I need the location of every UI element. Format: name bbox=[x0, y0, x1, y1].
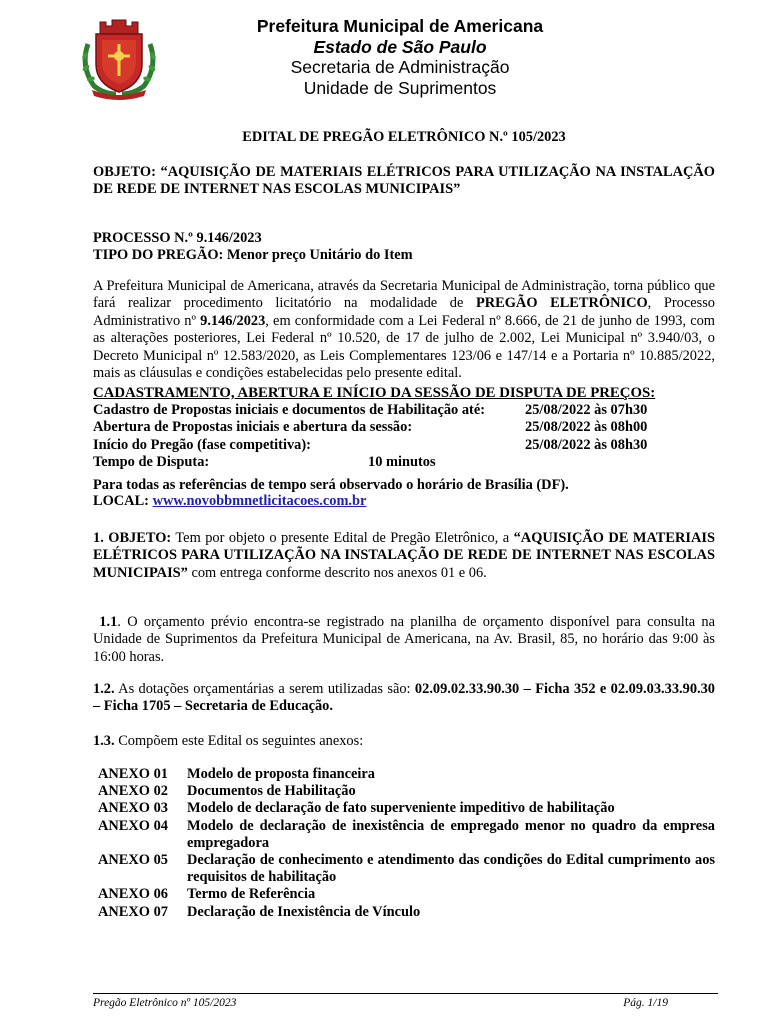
annex-code: ANEXO 03 bbox=[98, 800, 168, 817]
local-line bbox=[93, 493, 715, 510]
annex-item bbox=[93, 904, 715, 921]
annex-item bbox=[93, 766, 715, 783]
annex-description: Modelo de proposta financeira bbox=[187, 766, 376, 782]
intro-text-1: A Prefeitura Municipal de Americana, através da Secretaria Municipal de Administração, torna público que fará realizar procedimento licitatório na modalidade de bbox=[93, 278, 715, 312]
schedule-row bbox=[93, 437, 715, 454]
annex-code: ANEXO 05 bbox=[98, 852, 168, 869]
annex-description: Declaração de conhecimento e atendimento das condições do Edital cumprimento aos requisitos de habilitação bbox=[187, 852, 715, 886]
pregao-type-label: TIPO DO PREGÃO bbox=[93, 247, 219, 263]
objeto-statement: OBJETO: “AQUISIÇÃO DE MATERIAIS ELÉTRICOS PARA UTILIZAÇÃO NA INSTALAÇÃO DE REDE DE INTERNET NAS ESCOLAS MUNICIPAIS” bbox=[93, 164, 715, 198]
annex-code: ANEXO 02 bbox=[98, 783, 168, 800]
state-name: Estado de São Paulo bbox=[313, 36, 487, 57]
intro-bold-2: 9.146/2023 bbox=[200, 312, 266, 329]
coat-of-arms-icon bbox=[76, 14, 162, 100]
schedule-value: 25/08/2022 às 07h30 bbox=[525, 402, 648, 418]
section-1-bold-object: “AQUISIÇÃO DE MATERIAIS ELÉTRICOS PARA UTILIZAÇÃO NA INSTALAÇÃO DE REDE DE INTERNET NAS ESCOLAS MUNICIPAIS” bbox=[93, 530, 715, 581]
section-1-1 bbox=[93, 614, 715, 666]
schedule-row bbox=[93, 402, 715, 419]
schedule-label: Início do Pregão (fase competitiva): bbox=[93, 436, 311, 453]
pregao-type bbox=[93, 247, 715, 264]
section-1-number: 1. OBJETO: bbox=[93, 530, 172, 546]
annex-code: ANEXO 01 bbox=[98, 766, 168, 782]
schedule-label: Abertura de Propostas iniciais e abertura da sessão: bbox=[93, 419, 413, 436]
section-1-1-number: 1.1 bbox=[99, 614, 118, 630]
annex-item bbox=[93, 886, 715, 903]
annex-code: ANEXO 04 bbox=[98, 817, 168, 834]
annex-item bbox=[93, 800, 715, 817]
dispute-time-label: Tempo de Disputa: bbox=[93, 454, 210, 471]
intro-text-2: , Processo Administrativo nº bbox=[93, 295, 715, 329]
schedule-table bbox=[93, 402, 715, 472]
section-1-text-end: com entrega conforme descrito nos anexos 01 e 06. bbox=[187, 564, 487, 581]
section-1-1-text: . O orçamento prévio encontra-se registrado na planilha de orçamento disponível para consulta na Unidade de Suprimentos da Prefeitura Municipal de Americana, na Av. Brasil, 85, no horário das 9:00 às 16:00 horas. bbox=[93, 614, 715, 665]
annex-description: Documentos de Habilitação bbox=[187, 783, 356, 800]
annex-description: Modelo de declaração de inexistência de empregado menor no quadro da empresa empregadora bbox=[187, 817, 715, 851]
annex-item bbox=[93, 818, 715, 852]
department-name: Secretaria de Administração bbox=[290, 57, 510, 77]
annex-item bbox=[93, 852, 715, 886]
schedule-label: Cadastro de Propostas iniciais e documentos de Habilitação até: bbox=[93, 402, 486, 418]
section-1-text: Tem por objeto o presente Edital de Pregão Eletrônico, a bbox=[171, 530, 514, 546]
annex-code: ANEXO 07 bbox=[98, 903, 168, 920]
schedule-value: 25/08/2022 às 08h00 bbox=[525, 419, 648, 436]
pregao-type-value: : Menor preço Unitário do Item bbox=[218, 247, 413, 263]
section-1-2-bold: 02.09.02.33.90.30 – Ficha 352 e 02.09.03.33.90.30 – Ficha 1705 – Secretaria de Educação. bbox=[93, 681, 715, 715]
schedule-row bbox=[93, 454, 715, 471]
section-1-3-number: 1.3. bbox=[93, 733, 115, 749]
schedule-value: 25/08/2022 às 08h30 bbox=[525, 436, 648, 453]
intro-bold-1: PREGÃO ELETRÔNICO bbox=[475, 295, 648, 312]
section-1-2-number: 1.2. bbox=[93, 681, 115, 697]
section-1-3-text: Compõem este Edital os seguintes anexos: bbox=[114, 733, 364, 749]
unit-name: Unidade de Suprimentos bbox=[303, 77, 497, 98]
footer-page-number: Pág. 1/19 bbox=[623, 997, 668, 1009]
footer-document-ref: Pregão Eletrônico nº 105/2023 bbox=[93, 997, 237, 1009]
intro-text-3: , em conformidade com a Lei Federal nº 8.666, de 21 de junho de 1993, com as alterações posteriores, Lei Federal nº 10.520, de 17 de julho de 2.002, Lei Municipal nº 3.940/03, o Decreto Municipal nº 12.583/2020, as Leis Complementares 123/06 e 147/14 e a Portaria nº 10.885/2022, mais as cláusulas e condições estabelecidas pelo presente edital. bbox=[93, 312, 715, 382]
cadastro-heading: CADASTRAMENTO, ABERTURA E INÍCIO DA SESSÃO DE DISPUTA DE PREÇOS: bbox=[93, 385, 656, 401]
local-label: LOCAL: bbox=[93, 493, 153, 509]
municipality-name: Prefeitura Municipal de Americana bbox=[256, 16, 544, 36]
annex-list bbox=[93, 766, 715, 921]
annex-description: Modelo de declaração de fato superveniente impeditivo de habilitação bbox=[187, 800, 615, 817]
section-1-objeto bbox=[93, 530, 715, 582]
document-title: EDITAL DE PREGÃO ELETRÔNICO N.º 105/2023 bbox=[242, 129, 566, 145]
intro-paragraph bbox=[93, 278, 715, 382]
annex-description: Declaração de Inexistência de Vínculo bbox=[187, 903, 421, 920]
page-footer bbox=[93, 993, 718, 1009]
section-1-2 bbox=[93, 681, 715, 716]
section-1-3 bbox=[93, 733, 715, 750]
schedule-row bbox=[93, 419, 715, 436]
bbmnet-link[interactable]: www.novobbmnetlicitacoes.com.br bbox=[152, 493, 367, 509]
brasilia-time-note: Para todas as referências de tempo será observado o horário de Brasília (DF). bbox=[93, 477, 569, 493]
processo-number: PROCESSO N.º 9.146/2023 bbox=[93, 230, 262, 246]
annex-description: Termo de Referência bbox=[187, 886, 316, 903]
section-1-2-text: As dotações orçamentárias a serem utilizadas são: bbox=[114, 681, 415, 697]
annex-code: ANEXO 06 bbox=[98, 886, 168, 903]
annex-item bbox=[93, 783, 715, 800]
letterhead bbox=[190, 16, 610, 98]
dispute-time-value: 10 minutos bbox=[368, 454, 436, 471]
